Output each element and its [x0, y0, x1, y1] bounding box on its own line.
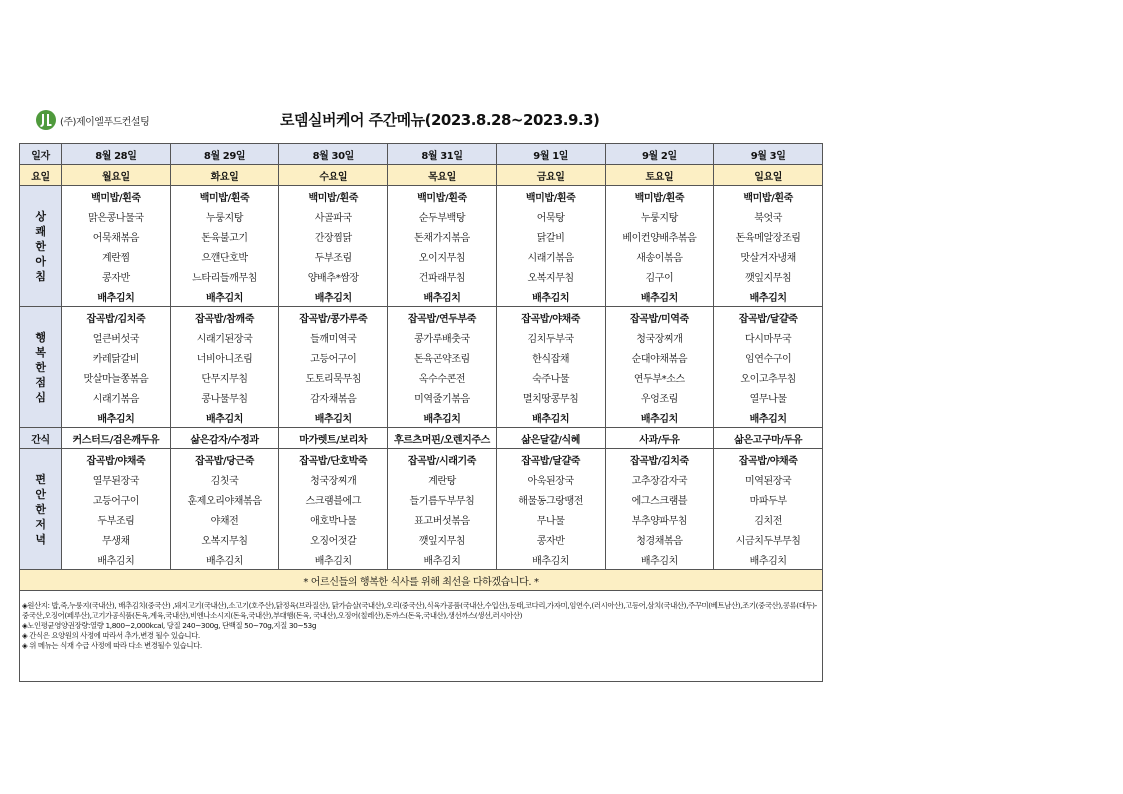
- breakfast-menu-item: 오이지무침: [388, 246, 497, 266]
- day-cell: 목요일: [388, 165, 497, 186]
- breakfast-menu-item: 배추김치: [62, 286, 171, 307]
- dinner-menu-item: 에그스크램블: [605, 489, 714, 509]
- breakfast-menu-item: 누룽지탕: [605, 206, 714, 226]
- dinner-label-char: 안: [35, 487, 46, 501]
- day-label: 요일: [20, 165, 62, 186]
- dinner-menu-item: 계란탕: [388, 469, 497, 489]
- breakfast-menu-item: 으깬단호박: [170, 246, 279, 266]
- dinner-menu-item: 배추김치: [496, 549, 605, 570]
- lunch-menu-item: 배추김치: [714, 407, 823, 428]
- lunch-menu-item: 연두부*소스: [605, 367, 714, 387]
- footnote-line: ◈노인평균영양권장량:열량 1,800~2,000kcal, 당질 240~300g, 단백질 50~70g,지질 30~53g: [22, 621, 317, 630]
- lunch-menu-item: 잡곡밥/연두부죽: [388, 307, 497, 328]
- snack-label: 간식: [20, 428, 62, 449]
- notice-text: * 어르신들의 행복한 식사를 위해 최선을 다하겠습니다. *: [20, 570, 823, 591]
- dinner-label: [20, 449, 62, 570]
- breakfast-menu-item: 돈육불고기: [170, 226, 279, 246]
- dinner-menu-item: 미역된장국: [714, 469, 823, 489]
- dinner-menu-item: 김칫국: [170, 469, 279, 489]
- dinner-menu-item: 스크램블에그: [279, 489, 388, 509]
- day-cell: 수요일: [279, 165, 388, 186]
- breakfast-menu-item: 백미밥/흰죽: [279, 186, 388, 207]
- lunch-menu-item: 멸치땅콩무침: [496, 387, 605, 407]
- lunch-menu-item: 너비아니조림: [170, 347, 279, 367]
- day-cell: 화요일: [170, 165, 279, 186]
- dinner-menu-item: 잡곡밥/김치죽: [605, 449, 714, 470]
- dinner-menu-item: 김치전: [714, 509, 823, 529]
- dinner-menu-item: 애호박나물: [279, 509, 388, 529]
- dinner-menu-item: 시금치두부무침: [714, 529, 823, 549]
- breakfast-menu-item: 백미밥/흰죽: [605, 186, 714, 207]
- breakfast-menu-item: 백미밥/흰죽: [496, 186, 605, 207]
- dinner-menu-item: 무생채: [62, 529, 171, 549]
- footnote-row: [20, 591, 823, 682]
- lunch-menu-item: 임연수구이: [714, 347, 823, 367]
- dinner-menu-item: 깻잎지무침: [388, 529, 497, 549]
- date-cell: 9월 3일: [714, 144, 823, 165]
- date-cell: 9월 1일: [496, 144, 605, 165]
- date-cell: 8월 30일: [279, 144, 388, 165]
- lunch-menu-item: 배추김치: [496, 407, 605, 428]
- dinner-menu-item: 배추김치: [279, 549, 388, 570]
- breakfast-menu-item: 사골파국: [279, 206, 388, 226]
- date-cell: 8월 29일: [170, 144, 279, 165]
- breakfast-menu-item: 맛살겨자냉채: [714, 246, 823, 266]
- lunch-menu-item: 배추김치: [62, 407, 171, 428]
- dinner-menu-item: 배추김치: [605, 549, 714, 570]
- dinner-menu-item: 열무된장국: [62, 469, 171, 489]
- lunch-row: [20, 347, 823, 367]
- breakfast-menu-item: 건파래무침: [388, 266, 497, 286]
- lunch-label-char: 복: [35, 345, 46, 359]
- dinner-menu-item: 고등어구이: [62, 489, 171, 509]
- breakfast-menu-item: 백미밥/흰죽: [170, 186, 279, 207]
- dinner-menu-item: 잡곡밥/야채죽: [714, 449, 823, 470]
- date-cell: 8월 28일: [62, 144, 171, 165]
- lunch-menu-item: 카레닭갈비: [62, 347, 171, 367]
- lunch-menu-item: 김치두부국: [496, 327, 605, 347]
- breakfast-menu-item: 시래기볶음: [496, 246, 605, 266]
- breakfast-menu-item: 느타리들깨무침: [170, 266, 279, 286]
- lunch-menu-item: 시래기된장국: [170, 327, 279, 347]
- breakfast-row: [20, 206, 823, 226]
- snack-item: 삶은감자/수정과: [170, 428, 279, 449]
- date-header-row: [20, 144, 823, 165]
- dinner-menu-item: 고추장감자국: [605, 469, 714, 489]
- breakfast-menu-item: 배추김치: [279, 286, 388, 307]
- breakfast-menu-item: 배추김치: [496, 286, 605, 307]
- breakfast-row: [20, 286, 823, 307]
- date-cell: 8월 31일: [388, 144, 497, 165]
- lunch-label-char: 행: [35, 330, 46, 344]
- breakfast-menu-item: 백미밥/흰죽: [62, 186, 171, 207]
- date-label: 일자: [20, 144, 62, 165]
- weekly-menu-table: [19, 143, 823, 682]
- breakfast-menu-item: 누룽지탕: [170, 206, 279, 226]
- dinner-label-char: 편: [35, 472, 46, 486]
- dinner-menu-item: 무나물: [496, 509, 605, 529]
- breakfast-menu-item: 백미밥/흰죽: [388, 186, 497, 207]
- dinner-menu-item: 청경채볶음: [605, 529, 714, 549]
- breakfast-menu-item: 김구이: [605, 266, 714, 286]
- lunch-menu-item: 오이고추무침: [714, 367, 823, 387]
- breakfast-menu-item: 북엇국: [714, 206, 823, 226]
- dinner-row: [20, 449, 823, 470]
- footnote-line: ◈원산지: 밥,죽,누룽지(국내산), 배추김치(중국산) ,돼지고기(국내산),소고기(호주산),닭정육(브라질산), 닭가슴살(국내산),오리(중국산),식육가공품(국내산,수입산),동태,코다리,가자미,임연수,(러시아산),고등어,삼치(국내산),주꾸미(베트남산),조기(중국산),콩류(대두)-중국산,오징어(페루산),고기가공식품(돈육,계육,국내산),비엔나소시지(돈육,국내산),부대햄(돈육, 국내산),오징어(칠레산),돈까스(돈육,국내산),생선까스(생선,러시아산): [22, 601, 817, 620]
- breakfast-menu-item: 계란찜: [62, 246, 171, 266]
- lunch-menu-item: 잡곡밥/김치죽: [62, 307, 171, 328]
- lunch-menu-item: 옥수수콘전: [388, 367, 497, 387]
- snack-item: 후르츠머핀/오렌지주스: [388, 428, 497, 449]
- snack-item: 삶은고구마/두유: [714, 428, 823, 449]
- date-cell: 9월 2일: [605, 144, 714, 165]
- dinner-menu-item: 오징어젓갈: [279, 529, 388, 549]
- breakfast-row: [20, 186, 823, 207]
- dinner-menu-item: 표고버섯볶음: [388, 509, 497, 529]
- day-cell: 토요일: [605, 165, 714, 186]
- breakfast-menu-item: 백미밥/흰죽: [714, 186, 823, 207]
- breakfast-menu-item: 돈육메알장조림: [714, 226, 823, 246]
- breakfast-menu-item: 콩자반: [62, 266, 171, 286]
- lunch-menu-item: 한식잡채: [496, 347, 605, 367]
- lunch-menu-item: 청국장찌개: [605, 327, 714, 347]
- breakfast-menu-item: 배추김치: [388, 286, 497, 307]
- lunch-menu-item: 순대야채볶음: [605, 347, 714, 367]
- lunch-menu-item: 열무나물: [714, 387, 823, 407]
- breakfast-menu-item: 베이컨양배추볶음: [605, 226, 714, 246]
- dinner-row: [20, 529, 823, 549]
- dinner-label-char: 녁: [35, 532, 46, 546]
- lunch-menu-item: 배추김치: [170, 407, 279, 428]
- lunch-menu-item: 콩나물무침: [170, 387, 279, 407]
- lunch-menu-item: 미역줄기볶음: [388, 387, 497, 407]
- footnote-block: [20, 591, 823, 682]
- dinner-label-char: 저: [35, 517, 46, 531]
- company-name: (주)제이엘푸드컨설팅: [60, 116, 150, 128]
- breakfast-row: [20, 226, 823, 246]
- day-header-row: [20, 165, 823, 186]
- lunch-label-char: 한: [35, 360, 46, 374]
- lunch-label-char: 심: [35, 390, 46, 404]
- lunch-menu-item: 잡곡밥/달걀죽: [714, 307, 823, 328]
- breakfast-menu-item: 두부조림: [279, 246, 388, 266]
- snack-item: 삶은달걀/식혜: [496, 428, 605, 449]
- dinner-menu-item: 부추양파무침: [605, 509, 714, 529]
- dinner-row: [20, 549, 823, 570]
- dinner-menu-item: 잡곡밥/시래기죽: [388, 449, 497, 470]
- dinner-menu-item: 배추김치: [388, 549, 497, 570]
- lunch-menu-item: 콩가루배춧국: [388, 327, 497, 347]
- dinner-menu-item: 아욱된장국: [496, 469, 605, 489]
- breakfast-label-char: 한: [35, 239, 46, 253]
- breakfast-menu-item: 배추김치: [170, 286, 279, 307]
- breakfast-menu-item: 배추김치: [714, 286, 823, 307]
- breakfast-label-char: 상: [35, 209, 46, 223]
- notice-row: [20, 570, 823, 591]
- breakfast-menu-item: 간장찜닭: [279, 226, 388, 246]
- dinner-menu-item: 들기름두부무침: [388, 489, 497, 509]
- breakfast-label-char: 아: [35, 254, 46, 268]
- dinner-menu-item: 잡곡밥/야채죽: [62, 449, 171, 470]
- snack-item: 커스터드/검은깨두유: [62, 428, 171, 449]
- lunch-menu-item: 숙주나물: [496, 367, 605, 387]
- breakfast-menu-item: 깻잎지무침: [714, 266, 823, 286]
- lunch-menu-item: 단무지무침: [170, 367, 279, 387]
- breakfast-row: [20, 246, 823, 266]
- dinner-menu-item: 오복지무침: [170, 529, 279, 549]
- breakfast-menu-item: 맑은콩나물국: [62, 206, 171, 226]
- breakfast-menu-item: 배추김치: [605, 286, 714, 307]
- lunch-menu-item: 얼큰버섯국: [62, 327, 171, 347]
- lunch-menu-item: 감자채볶음: [279, 387, 388, 407]
- lunch-menu-item: 잡곡밥/콩가루죽: [279, 307, 388, 328]
- lunch-row: [20, 407, 823, 428]
- dinner-row: [20, 469, 823, 489]
- snack-row: [20, 428, 823, 449]
- lunch-menu-item: 잡곡밥/미역죽: [605, 307, 714, 328]
- snack-item: 마가렛트/보리차: [279, 428, 388, 449]
- dinner-menu-item: 잡곡밥/단호박죽: [279, 449, 388, 470]
- dinner-menu-item: 콩자반: [496, 529, 605, 549]
- breakfast-row: [20, 266, 823, 286]
- day-cell: 일요일: [714, 165, 823, 186]
- breakfast-menu-item: 닭갈비: [496, 226, 605, 246]
- dinner-menu-item: 해물동그랑땡전: [496, 489, 605, 509]
- dinner-menu-item: 잡곡밥/당근죽: [170, 449, 279, 470]
- breakfast-menu-item: 순두부백탕: [388, 206, 497, 226]
- lunch-menu-item: 잡곡밥/참깨죽: [170, 307, 279, 328]
- dinner-row: [20, 509, 823, 529]
- lunch-row: [20, 327, 823, 347]
- lunch-label: [20, 307, 62, 428]
- dinner-menu-item: 배추김치: [62, 549, 171, 570]
- dinner-menu-item: 야채전: [170, 509, 279, 529]
- dinner-row: [20, 489, 823, 509]
- breakfast-menu-item: 양배추*쌈장: [279, 266, 388, 286]
- lunch-row: [20, 307, 823, 328]
- jl-logo-icon: [36, 109, 56, 131]
- lunch-row: [20, 367, 823, 387]
- breakfast-label-char: 침: [35, 269, 46, 283]
- dinner-label-char: 한: [35, 502, 46, 516]
- lunch-menu-item: 배추김치: [388, 407, 497, 428]
- dinner-menu-item: 배추김치: [714, 549, 823, 570]
- footnote-line: ◈ 간식은 요양원의 사정에 따라서 추가,변경 될수 있습니다.: [22, 631, 200, 640]
- lunch-menu-item: 시래기볶음: [62, 387, 171, 407]
- dinner-menu-item: 배추김치: [170, 549, 279, 570]
- lunch-menu-item: 도토리묵무침: [279, 367, 388, 387]
- company-logo: [36, 109, 149, 131]
- dinner-menu-item: 잡곡밥/달걀죽: [496, 449, 605, 470]
- day-cell: 월요일: [62, 165, 171, 186]
- dinner-menu-item: 두부조림: [62, 509, 171, 529]
- dinner-menu-item: 훈제오리야채볶음: [170, 489, 279, 509]
- breakfast-label-char: 쾌: [35, 224, 46, 238]
- breakfast-menu-item: 어묵채볶음: [62, 226, 171, 246]
- dinner-menu-item: 청국장찌개: [279, 469, 388, 489]
- lunch-menu-item: 돈육곤약조림: [388, 347, 497, 367]
- breakfast-label: [20, 186, 62, 307]
- lunch-menu-item: 맛살마늘쫑볶음: [62, 367, 171, 387]
- lunch-row: [20, 387, 823, 407]
- breakfast-menu-item: 돈채가지볶음: [388, 226, 497, 246]
- lunch-menu-item: 배추김치: [279, 407, 388, 428]
- lunch-menu-item: 배추김치: [605, 407, 714, 428]
- lunch-label-char: 점: [35, 375, 46, 389]
- snack-item: 사과/두유: [605, 428, 714, 449]
- breakfast-menu-item: 어묵탕: [496, 206, 605, 226]
- dinner-menu-item: 마파두부: [714, 489, 823, 509]
- day-cell: 금요일: [496, 165, 605, 186]
- breakfast-menu-item: 새송이볶음: [605, 246, 714, 266]
- lunch-menu-item: 우엉조림: [605, 387, 714, 407]
- footnote-line: ◈ 위 메뉴는 식재 수급 사정에 따라 다소 변경될수 있습니다.: [22, 641, 202, 650]
- lunch-menu-item: 들깨미역국: [279, 327, 388, 347]
- lunch-menu-item: 고등어구이: [279, 347, 388, 367]
- breakfast-menu-item: 오복지무침: [496, 266, 605, 286]
- page-title: 로뎀실버케어 주간메뉴(2023.8.28~2023.9.3): [280, 111, 600, 129]
- lunch-menu-item: 다시마무국: [714, 327, 823, 347]
- lunch-menu-item: 잡곡밥/야채죽: [496, 307, 605, 328]
